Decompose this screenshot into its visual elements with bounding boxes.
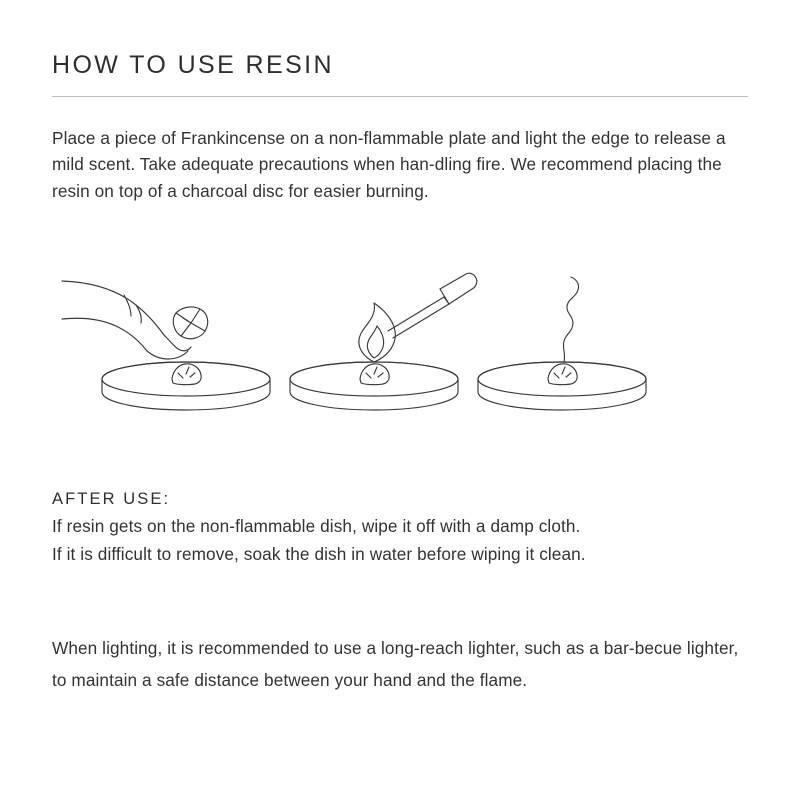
intro-paragraph: Place a piece of Frankincense on a non-flammable plate and light the edge to release a mild scent. Take adequate precautions when han-dling fire. We recommend placing the resin on top of a charcoal disc for easier burning. [52, 127, 726, 202]
footer-note: When lighting, it is recommended to use a long-reach lighter, such as a bar-becue lighter, to maintain a safe distance between your hand and the flame. [52, 637, 739, 690]
step-1-hand-placing-resin [62, 281, 270, 410]
after-use-text [52, 513, 748, 569]
after-use-heading: AFTER USE: [52, 489, 171, 508]
after-use-line-2: If it is difficult to remove, soak the dish in water before wiping it clean. [52, 543, 586, 564]
page-title: HOW TO USE RESIN [52, 51, 334, 79]
step-2-lighting-resin [290, 273, 477, 410]
how-to-use-illustration [52, 261, 748, 446]
after-use-line-1: If resin gets on the non-flammable dish, wipe it off with a damp cloth. [52, 515, 581, 536]
step-3-resin-smoking [478, 277, 646, 410]
title-divider [52, 96, 748, 97]
